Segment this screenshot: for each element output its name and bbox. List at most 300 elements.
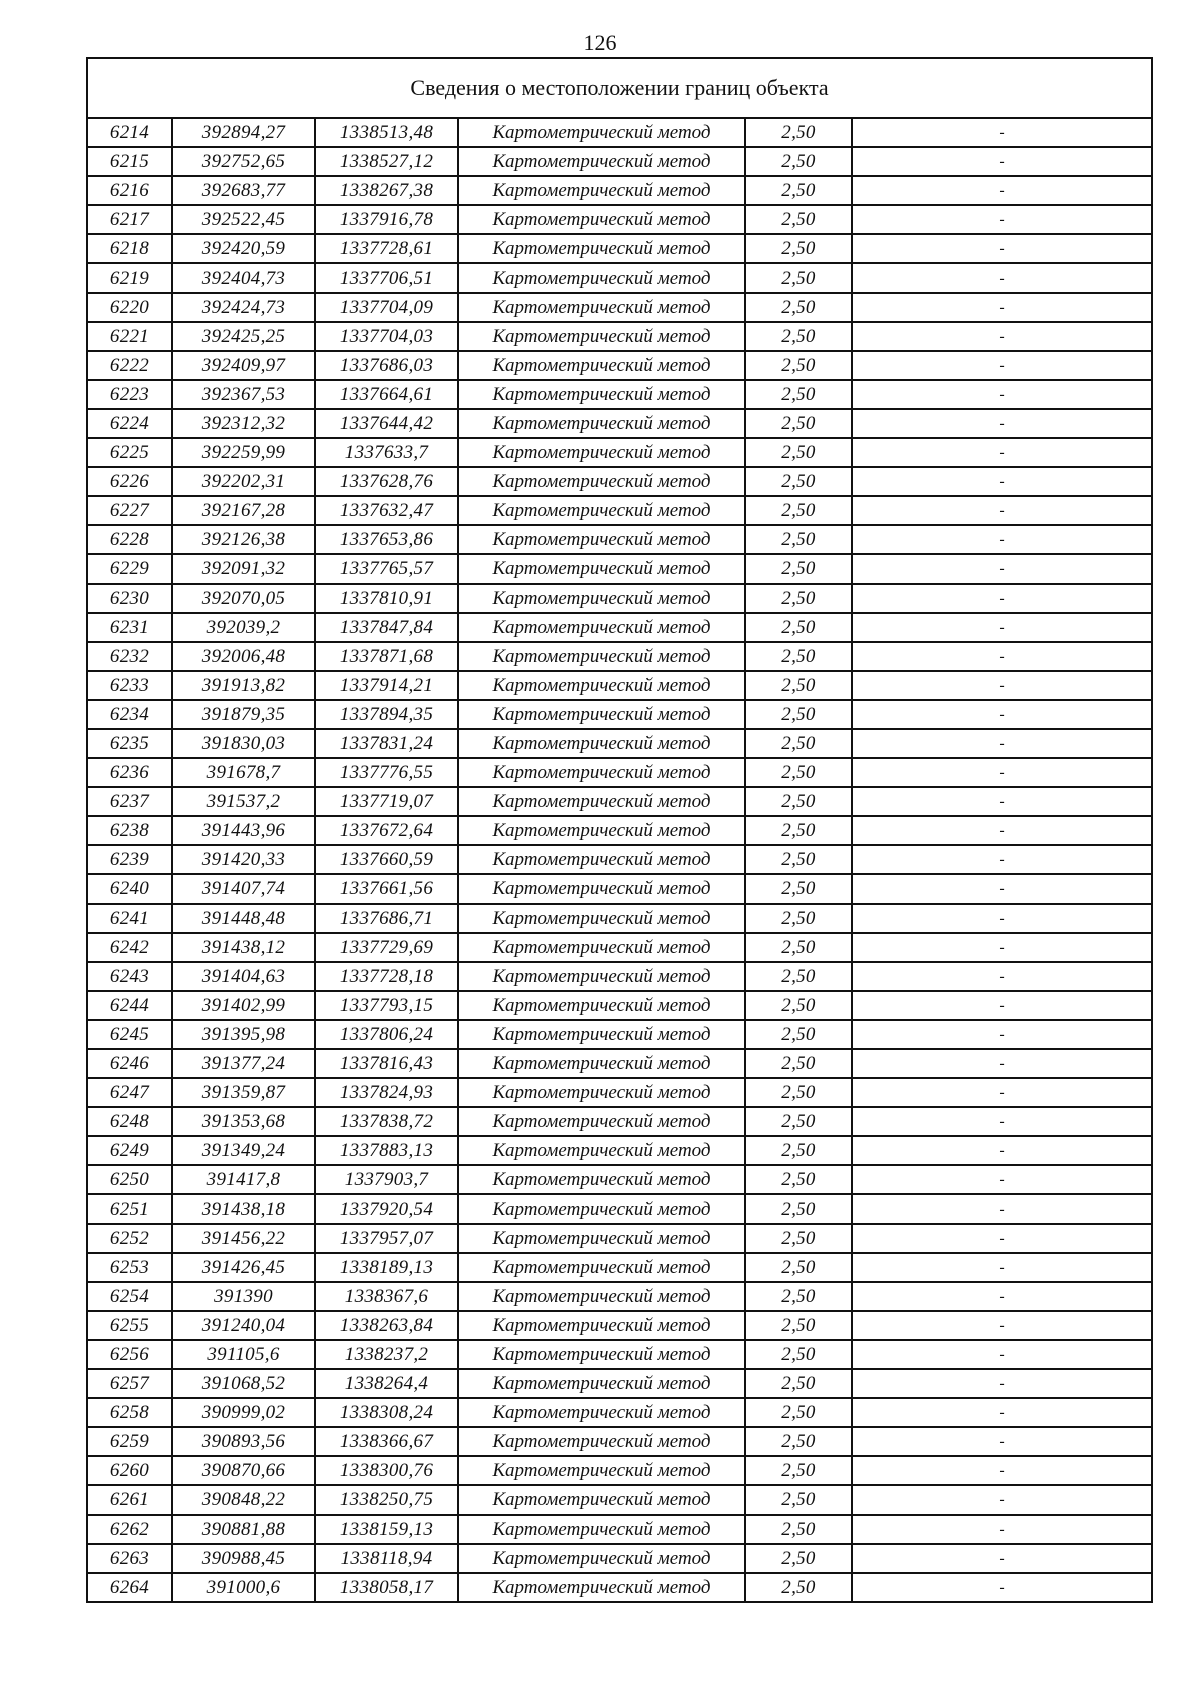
y-coordinate-cell: 1337672,64 — [315, 816, 458, 845]
table-row — [87, 671, 1152, 700]
method-cell: Картометрический метод — [458, 1515, 745, 1544]
method-cell: Картометрический метод — [458, 642, 745, 671]
accuracy-cell: 2,50 — [745, 1282, 852, 1311]
y-coordinate-cell: 1338267,38 — [315, 176, 458, 205]
table-row — [87, 1544, 1152, 1573]
accuracy-cell: 2,50 — [745, 1398, 852, 1427]
x-coordinate-cell: 392167,28 — [172, 496, 315, 525]
method-cell: Картометрический метод — [458, 496, 745, 525]
point-number-cell: 6248 — [87, 1107, 172, 1136]
table-row — [87, 409, 1152, 438]
y-coordinate-cell: 1338264,4 — [315, 1369, 458, 1398]
y-coordinate-cell: 1337920,54 — [315, 1194, 458, 1223]
method-cell: Картометрический метод — [458, 176, 745, 205]
point-number-cell: 6257 — [87, 1369, 172, 1398]
method-cell: Картометрический метод — [458, 1136, 745, 1165]
x-coordinate-cell: 392409,97 — [172, 351, 315, 380]
method-cell: Картометрический метод — [458, 584, 745, 613]
point-number-cell: 6217 — [87, 205, 172, 234]
method-cell: Картометрический метод — [458, 613, 745, 642]
x-coordinate-cell: 392126,38 — [172, 525, 315, 554]
method-cell: Картометрический метод — [458, 1107, 745, 1136]
x-coordinate-cell: 392312,32 — [172, 409, 315, 438]
method-cell: Картометрический метод — [458, 758, 745, 787]
table-title-row — [87, 58, 1152, 118]
x-coordinate-cell: 392006,48 — [172, 642, 315, 671]
description-cell: - — [852, 642, 1152, 671]
y-coordinate-cell: 1337838,72 — [315, 1107, 458, 1136]
y-coordinate-cell: 1338189,13 — [315, 1253, 458, 1282]
x-coordinate-cell: 391402,99 — [172, 991, 315, 1020]
method-cell: Картометрический метод — [458, 1340, 745, 1369]
description-cell: - — [852, 1398, 1152, 1427]
description-cell: - — [852, 1573, 1152, 1602]
table-row — [87, 118, 1152, 147]
method-cell: Картометрический метод — [458, 1282, 745, 1311]
accuracy-cell: 2,50 — [745, 613, 852, 642]
accuracy-cell: 2,50 — [745, 758, 852, 787]
point-number-cell: 6218 — [87, 234, 172, 263]
table-row — [87, 904, 1152, 933]
table-row — [87, 263, 1152, 292]
accuracy-cell: 2,50 — [745, 118, 852, 147]
method-cell: Картометрический метод — [458, 380, 745, 409]
table-row — [87, 147, 1152, 176]
y-coordinate-cell: 1338366,67 — [315, 1427, 458, 1456]
y-coordinate-cell: 1337883,13 — [315, 1136, 458, 1165]
y-coordinate-cell: 1337686,03 — [315, 351, 458, 380]
method-cell: Картометрический метод — [458, 1253, 745, 1282]
accuracy-cell: 2,50 — [745, 700, 852, 729]
x-coordinate-cell: 391407,74 — [172, 874, 315, 903]
method-cell: Картометрический метод — [458, 904, 745, 933]
description-cell: - — [852, 991, 1152, 1020]
x-coordinate-cell: 392039,2 — [172, 613, 315, 642]
description-cell: - — [852, 1049, 1152, 1078]
x-coordinate-cell: 391395,98 — [172, 1020, 315, 1049]
description-cell: - — [852, 1078, 1152, 1107]
y-coordinate-cell: 1337824,93 — [315, 1078, 458, 1107]
method-cell: Картометрический метод — [458, 1194, 745, 1223]
description-cell: - — [852, 1369, 1152, 1398]
y-coordinate-cell: 1338263,84 — [315, 1311, 458, 1340]
description-cell: - — [852, 1456, 1152, 1485]
accuracy-cell: 2,50 — [745, 1078, 852, 1107]
description-cell: - — [852, 1427, 1152, 1456]
x-coordinate-cell: 392420,59 — [172, 234, 315, 263]
y-coordinate-cell: 1337894,35 — [315, 700, 458, 729]
x-coordinate-cell: 391438,12 — [172, 933, 315, 962]
method-cell: Картометрический метод — [458, 205, 745, 234]
point-number-cell: 6259 — [87, 1427, 172, 1456]
method-cell: Картометрический метод — [458, 1078, 745, 1107]
description-cell: - — [852, 118, 1152, 147]
accuracy-cell: 2,50 — [745, 904, 852, 933]
accuracy-cell: 2,50 — [745, 438, 852, 467]
method-cell: Картометрический метод — [458, 1049, 745, 1078]
description-cell: - — [852, 1311, 1152, 1340]
point-number-cell: 6256 — [87, 1340, 172, 1369]
x-coordinate-cell: 391913,82 — [172, 671, 315, 700]
table-row — [87, 962, 1152, 991]
point-number-cell: 6225 — [87, 438, 172, 467]
y-coordinate-cell: 1338250,75 — [315, 1485, 458, 1514]
table-row — [87, 1049, 1152, 1078]
point-number-cell: 6232 — [87, 642, 172, 671]
accuracy-cell: 2,50 — [745, 1253, 852, 1282]
point-number-cell: 6245 — [87, 1020, 172, 1049]
point-number-cell: 6231 — [87, 613, 172, 642]
method-cell: Картометрический метод — [458, 467, 745, 496]
point-number-cell: 6246 — [87, 1049, 172, 1078]
description-cell: - — [852, 816, 1152, 845]
y-coordinate-cell: 1337816,43 — [315, 1049, 458, 1078]
description-cell: - — [852, 263, 1152, 292]
y-coordinate-cell: 1337729,69 — [315, 933, 458, 962]
point-number-cell: 6214 — [87, 118, 172, 147]
x-coordinate-cell: 392202,31 — [172, 467, 315, 496]
method-cell: Картометрический метод — [458, 1398, 745, 1427]
y-coordinate-cell: 1337765,57 — [315, 554, 458, 583]
method-cell: Картометрический метод — [458, 525, 745, 554]
table-row — [87, 1398, 1152, 1427]
y-coordinate-cell: 1337664,61 — [315, 380, 458, 409]
point-number-cell: 6219 — [87, 263, 172, 292]
y-coordinate-cell: 1337957,07 — [315, 1224, 458, 1253]
y-coordinate-cell: 1337704,09 — [315, 293, 458, 322]
point-number-cell: 6250 — [87, 1165, 172, 1194]
table-row — [87, 787, 1152, 816]
y-coordinate-cell: 1337686,71 — [315, 904, 458, 933]
y-coordinate-cell: 1338513,48 — [315, 118, 458, 147]
x-coordinate-cell: 391359,87 — [172, 1078, 315, 1107]
method-cell: Картометрический метод — [458, 351, 745, 380]
accuracy-cell: 2,50 — [745, 642, 852, 671]
description-cell: - — [852, 351, 1152, 380]
x-coordinate-cell: 392404,73 — [172, 263, 315, 292]
accuracy-cell: 2,50 — [745, 467, 852, 496]
y-coordinate-cell: 1337903,7 — [315, 1165, 458, 1194]
method-cell: Картометрический метод — [458, 1311, 745, 1340]
point-number-cell: 6236 — [87, 758, 172, 787]
method-cell: Картометрический метод — [458, 234, 745, 263]
y-coordinate-cell: 1337810,91 — [315, 584, 458, 613]
description-cell: - — [852, 671, 1152, 700]
table-row — [87, 1311, 1152, 1340]
y-coordinate-cell: 1337653,86 — [315, 525, 458, 554]
y-coordinate-cell: 1337704,03 — [315, 322, 458, 351]
accuracy-cell: 2,50 — [745, 147, 852, 176]
description-cell: - — [852, 322, 1152, 351]
y-coordinate-cell: 1338527,12 — [315, 147, 458, 176]
x-coordinate-cell: 392894,27 — [172, 118, 315, 147]
table-row — [87, 525, 1152, 554]
method-cell: Картометрический метод — [458, 787, 745, 816]
x-coordinate-cell: 390870,66 — [172, 1456, 315, 1485]
y-coordinate-cell: 1337806,24 — [315, 1020, 458, 1049]
point-number-cell: 6226 — [87, 467, 172, 496]
table-row — [87, 1369, 1152, 1398]
accuracy-cell: 2,50 — [745, 1224, 852, 1253]
description-cell: - — [852, 1485, 1152, 1514]
point-number-cell: 6253 — [87, 1253, 172, 1282]
table-row — [87, 700, 1152, 729]
accuracy-cell: 2,50 — [745, 525, 852, 554]
accuracy-cell: 2,50 — [745, 351, 852, 380]
accuracy-cell: 2,50 — [745, 1340, 852, 1369]
point-number-cell: 6222 — [87, 351, 172, 380]
description-cell: - — [852, 584, 1152, 613]
description-cell: - — [852, 1282, 1152, 1311]
point-number-cell: 6264 — [87, 1573, 172, 1602]
method-cell: Картометрический метод — [458, 118, 745, 147]
y-coordinate-cell: 1337632,47 — [315, 496, 458, 525]
point-number-cell: 6235 — [87, 729, 172, 758]
x-coordinate-cell: 391000,6 — [172, 1573, 315, 1602]
x-coordinate-cell: 390881,88 — [172, 1515, 315, 1544]
y-coordinate-cell: 1337776,55 — [315, 758, 458, 787]
table-row — [87, 1282, 1152, 1311]
y-coordinate-cell: 1337719,07 — [315, 787, 458, 816]
x-coordinate-cell: 392424,73 — [172, 293, 315, 322]
y-coordinate-cell: 1337728,61 — [315, 234, 458, 263]
x-coordinate-cell: 392091,32 — [172, 554, 315, 583]
point-number-cell: 6262 — [87, 1515, 172, 1544]
description-cell: - — [852, 845, 1152, 874]
description-cell: - — [852, 496, 1152, 525]
point-number-cell: 6228 — [87, 525, 172, 554]
point-number-cell: 6234 — [87, 700, 172, 729]
method-cell: Картометрический метод — [458, 671, 745, 700]
y-coordinate-cell: 1338237,2 — [315, 1340, 458, 1369]
y-coordinate-cell: 1338367,6 — [315, 1282, 458, 1311]
description-cell: - — [852, 933, 1152, 962]
method-cell: Картометрический метод — [458, 1427, 745, 1456]
method-cell: Картометрический метод — [458, 962, 745, 991]
description-cell: - — [852, 234, 1152, 263]
method-cell: Картометрический метод — [458, 147, 745, 176]
accuracy-cell: 2,50 — [745, 1544, 852, 1573]
point-number-cell: 6255 — [87, 1311, 172, 1340]
accuracy-cell: 2,50 — [745, 1427, 852, 1456]
y-coordinate-cell: 1337660,59 — [315, 845, 458, 874]
y-coordinate-cell: 1338159,13 — [315, 1515, 458, 1544]
table-row — [87, 1427, 1152, 1456]
method-cell: Картометрический метод — [458, 1456, 745, 1485]
accuracy-cell: 2,50 — [745, 554, 852, 583]
point-number-cell: 6247 — [87, 1078, 172, 1107]
table-row — [87, 1573, 1152, 1602]
method-cell: Картометрический метод — [458, 1544, 745, 1573]
accuracy-cell: 2,50 — [745, 1165, 852, 1194]
accuracy-cell: 2,50 — [745, 1136, 852, 1165]
accuracy-cell: 2,50 — [745, 729, 852, 758]
method-cell: Картометрический метод — [458, 874, 745, 903]
x-coordinate-cell: 391349,24 — [172, 1136, 315, 1165]
y-coordinate-cell: 1337628,76 — [315, 467, 458, 496]
method-cell: Картометрический метод — [458, 1224, 745, 1253]
accuracy-cell: 2,50 — [745, 816, 852, 845]
description-cell: - — [852, 904, 1152, 933]
table-body — [87, 58, 1152, 1602]
accuracy-cell: 2,50 — [745, 1311, 852, 1340]
description-cell: - — [852, 1194, 1152, 1223]
description-cell: - — [852, 293, 1152, 322]
x-coordinate-cell: 390988,45 — [172, 1544, 315, 1573]
x-coordinate-cell: 392683,77 — [172, 176, 315, 205]
accuracy-cell: 2,50 — [745, 845, 852, 874]
description-cell: - — [852, 1544, 1152, 1573]
point-number-cell: 6239 — [87, 845, 172, 874]
table-row — [87, 467, 1152, 496]
description-cell: - — [852, 700, 1152, 729]
table-row — [87, 1224, 1152, 1253]
description-cell: - — [852, 1165, 1152, 1194]
x-coordinate-cell: 391426,45 — [172, 1253, 315, 1282]
x-coordinate-cell: 391443,96 — [172, 816, 315, 845]
point-number-cell: 6260 — [87, 1456, 172, 1485]
y-coordinate-cell: 1337793,15 — [315, 991, 458, 1020]
y-coordinate-cell: 1338300,76 — [315, 1456, 458, 1485]
description-cell: - — [852, 1253, 1152, 1282]
x-coordinate-cell: 391404,63 — [172, 962, 315, 991]
description-cell: - — [852, 1136, 1152, 1165]
description-cell: - — [852, 380, 1152, 409]
point-number-cell: 6261 — [87, 1485, 172, 1514]
method-cell: Картометрический метод — [458, 263, 745, 292]
x-coordinate-cell: 391420,33 — [172, 845, 315, 874]
accuracy-cell: 2,50 — [745, 1456, 852, 1485]
x-coordinate-cell: 390848,22 — [172, 1485, 315, 1514]
description-cell: - — [852, 409, 1152, 438]
y-coordinate-cell: 1337661,56 — [315, 874, 458, 903]
accuracy-cell: 2,50 — [745, 1515, 852, 1544]
table-row — [87, 1340, 1152, 1369]
method-cell: Картометрический метод — [458, 554, 745, 583]
table-row — [87, 1020, 1152, 1049]
accuracy-cell: 2,50 — [745, 1194, 852, 1223]
point-number-cell: 6252 — [87, 1224, 172, 1253]
point-number-cell: 6240 — [87, 874, 172, 903]
table-row — [87, 322, 1152, 351]
description-cell: - — [852, 787, 1152, 816]
description-cell: - — [852, 525, 1152, 554]
x-coordinate-cell: 391353,68 — [172, 1107, 315, 1136]
accuracy-cell: 2,50 — [745, 1573, 852, 1602]
point-number-cell: 6227 — [87, 496, 172, 525]
table-row — [87, 1253, 1152, 1282]
x-coordinate-cell: 391105,6 — [172, 1340, 315, 1369]
accuracy-cell: 2,50 — [745, 176, 852, 205]
x-coordinate-cell: 391417,8 — [172, 1165, 315, 1194]
point-number-cell: 6243 — [87, 962, 172, 991]
table-row — [87, 1107, 1152, 1136]
accuracy-cell: 2,50 — [745, 962, 852, 991]
x-coordinate-cell: 392752,65 — [172, 147, 315, 176]
point-number-cell: 6241 — [87, 904, 172, 933]
accuracy-cell: 2,50 — [745, 671, 852, 700]
point-number-cell: 6220 — [87, 293, 172, 322]
method-cell: Картометрический метод — [458, 409, 745, 438]
table-row — [87, 613, 1152, 642]
accuracy-cell: 2,50 — [745, 991, 852, 1020]
x-coordinate-cell: 391456,22 — [172, 1224, 315, 1253]
point-number-cell: 6216 — [87, 176, 172, 205]
method-cell: Картометрический метод — [458, 700, 745, 729]
x-coordinate-cell: 391068,52 — [172, 1369, 315, 1398]
method-cell: Картометрический метод — [458, 729, 745, 758]
y-coordinate-cell: 1337914,21 — [315, 671, 458, 700]
table-row — [87, 845, 1152, 874]
table-row — [87, 554, 1152, 583]
accuracy-cell: 2,50 — [745, 933, 852, 962]
x-coordinate-cell: 390999,02 — [172, 1398, 315, 1427]
x-coordinate-cell: 392522,45 — [172, 205, 315, 234]
method-cell: Картометрический метод — [458, 1165, 745, 1194]
table-row — [87, 874, 1152, 903]
table-row — [87, 1515, 1152, 1544]
x-coordinate-cell: 392367,53 — [172, 380, 315, 409]
x-coordinate-cell: 391830,03 — [172, 729, 315, 758]
table-row — [87, 438, 1152, 467]
x-coordinate-cell: 392425,25 — [172, 322, 315, 351]
description-cell: - — [852, 613, 1152, 642]
x-coordinate-cell: 391438,18 — [172, 1194, 315, 1223]
table-row — [87, 1078, 1152, 1107]
method-cell: Картометрический метод — [458, 991, 745, 1020]
point-number-cell: 6233 — [87, 671, 172, 700]
description-cell: - — [852, 874, 1152, 903]
method-cell: Картометрический метод — [458, 933, 745, 962]
accuracy-cell: 2,50 — [745, 1049, 852, 1078]
table-row — [87, 1194, 1152, 1223]
table-title: Сведения о местоположении границ объекта — [87, 58, 1152, 118]
table-row — [87, 758, 1152, 787]
y-coordinate-cell: 1337831,24 — [315, 729, 458, 758]
description-cell: - — [852, 1224, 1152, 1253]
point-number-cell: 6229 — [87, 554, 172, 583]
method-cell: Картометрический метод — [458, 438, 745, 467]
x-coordinate-cell: 391390 — [172, 1282, 315, 1311]
accuracy-cell: 2,50 — [745, 380, 852, 409]
x-coordinate-cell: 392259,99 — [172, 438, 315, 467]
point-number-cell: 6223 — [87, 380, 172, 409]
description-cell: - — [852, 1340, 1152, 1369]
table-row — [87, 642, 1152, 671]
point-number-cell: 6244 — [87, 991, 172, 1020]
description-cell: - — [852, 554, 1152, 583]
accuracy-cell: 2,50 — [745, 1485, 852, 1514]
accuracy-cell: 2,50 — [745, 496, 852, 525]
y-coordinate-cell: 1338058,17 — [315, 1573, 458, 1602]
table-row — [87, 293, 1152, 322]
description-cell: - — [852, 758, 1152, 787]
x-coordinate-cell: 392070,05 — [172, 584, 315, 613]
table-row — [87, 496, 1152, 525]
accuracy-cell: 2,50 — [745, 874, 852, 903]
point-number-cell: 6242 — [87, 933, 172, 962]
y-coordinate-cell: 1337644,42 — [315, 409, 458, 438]
description-cell: - — [852, 438, 1152, 467]
method-cell: Картометрический метод — [458, 1573, 745, 1602]
accuracy-cell: 2,50 — [745, 1020, 852, 1049]
table-row — [87, 816, 1152, 845]
table-row — [87, 991, 1152, 1020]
description-cell: - — [852, 1107, 1152, 1136]
table-row — [87, 1456, 1152, 1485]
y-coordinate-cell: 1338308,24 — [315, 1398, 458, 1427]
point-number-cell: 6249 — [87, 1136, 172, 1165]
